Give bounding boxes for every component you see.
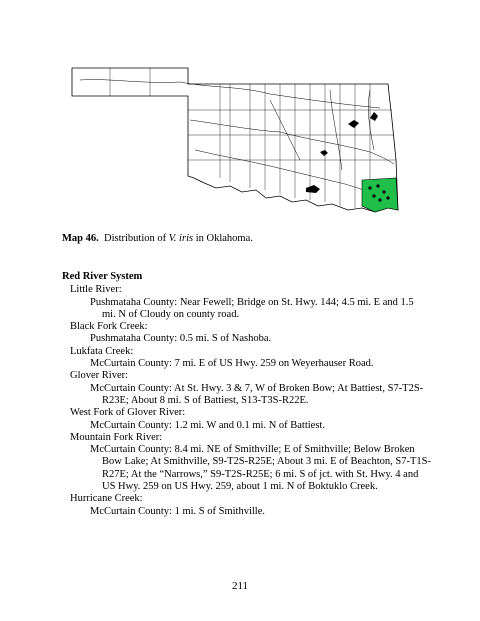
- river-name: Lukfata Creek:: [70, 345, 134, 357]
- river-name: Glover River:: [70, 370, 129, 382]
- river-name: Hurricane Creek:: [70, 493, 143, 505]
- locality-line: Pushmataha County: Near Fewell; Bridge on St. Hwy. 144; 4.5 mi. E and 1.5: [90, 296, 414, 308]
- section-title: Red River System: [62, 271, 143, 282]
- red-river-system-section: [62, 271, 462, 518]
- locality-continuation: Bow Lake; At Smithville, S9-T2S-R25E; About 3 mi. E of Beachton, S7-T1S-: [102, 456, 431, 468]
- oklahoma-distribution-map: [70, 60, 410, 228]
- locality-line: Pushmataha County: 0.5 mi. S of Nashoba.: [90, 333, 272, 345]
- locality-line: McCurtain County: 1 mi. S of Smithville.: [90, 505, 266, 517]
- river-name: Black Fork Creek:: [70, 321, 148, 333]
- locality-continuation: R27E; At the “Narrows,” S9-T2S-R25E; 6 mi. S of jct. with St. Hwy. 4 and: [102, 468, 419, 480]
- page-number: 211: [231, 580, 249, 592]
- map-caption: [62, 233, 253, 244]
- locality-line: McCurtain County: At St. Hwy. 3 & 7, W of Broken Bow; At Battiest, S7-T2S-: [90, 382, 424, 394]
- caption-species: V. iris: [168, 233, 194, 244]
- caption-text-after: in Oklahoma.: [195, 233, 253, 244]
- caption-text-before: Distribution of: [104, 233, 167, 244]
- caption-label: Map 46.: [62, 233, 99, 244]
- locality-continuation: R23E; About 8 mi. S of Battiest, S13-T3S-R22E.: [102, 394, 309, 406]
- locality-line: McCurtain County: 7 mi. E of US Hwy. 259 on Weyerhauser Road.: [90, 358, 374, 370]
- locality-line: McCurtain County: 8.4 mi. NE of Smithville; E of Smithville; Below Broken: [90, 444, 415, 456]
- river-list: [62, 284, 462, 518]
- locality-continuation: mi. N of Cloudy on county road.: [102, 308, 240, 320]
- locality-continuation: US Hwy. 259 on US Hwy. 259, about 1 mi. N of Boktuklo Creek.: [102, 481, 378, 493]
- river-name: Mountain Fork River:: [70, 431, 163, 443]
- distribution-area: [362, 178, 398, 212]
- state-outline: [72, 68, 398, 212]
- locality-line: McCurtain County: 1.2 mi. W and 0.1 mi. N of Battiest.: [90, 419, 325, 431]
- river-name: West Fork of Glover River:: [70, 407, 186, 419]
- river-name: Little River:: [70, 284, 122, 296]
